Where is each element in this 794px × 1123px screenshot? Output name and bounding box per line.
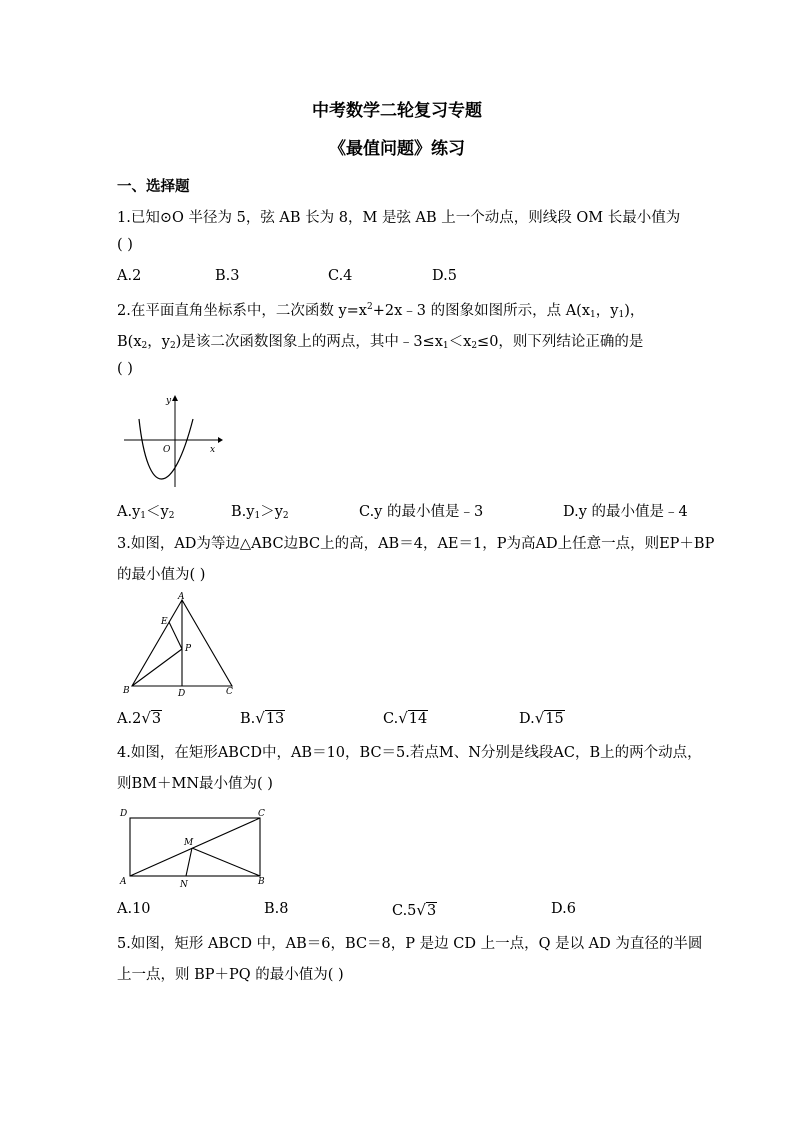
q4-segment-bm [192,848,260,876]
page-subtitle: 《最值问题》练习 [329,139,465,159]
q4-text-line1: 4.如图，在矩形ABCD中，AB＝10，BC＝5.若点M、N分别是线段AC，B上的两个动点， [117,745,702,761]
q1-option-d: D.5 [432,268,457,284]
q2-y-axis-arrow [172,395,178,401]
q4-option-b: B.8 [264,901,289,917]
q4-option-c: C.5√3 [392,901,437,919]
q4-label-c: C [258,809,265,819]
q1-option-c: C.4 [328,268,353,284]
q3-text-line1: 3.如图，AD为等边△ABC边BC上的高，AB＝4，AE＝1，P为高AD上任意一点，则EP＋BP [117,536,715,552]
section-heading: 一、选择题 [117,179,190,195]
q3-label-a: A [178,592,185,602]
q4-diagonal-ac [130,818,260,876]
q4-rectangle-figure [118,804,272,890]
q2-option-d: D.y 的最小值是﹣4 [563,504,688,520]
q3-option-b: B.√13 [240,709,285,727]
q3-label-e: E [161,617,168,627]
q1-text-line2: ( ) [117,237,133,253]
q2-text-line1: 2.在平面直角坐标系中，二次函数 $y=x^2+2x﹣3$ 的图象如图所示，点 $A(x_1$，$y_1$)， [117,302,645,320]
q2-x-label: x [210,445,216,455]
q4-label-b: B [258,877,265,887]
q3-option-a: A.2√3 [117,709,162,727]
q5-text-line2: 上一点，则 BP＋PQ 的最小值为( ) [117,967,344,983]
q1-option-b: B.3 [215,268,240,284]
q3-text-line2: 的最小值为( ) [117,567,206,583]
q4-label-n: N [180,880,188,890]
q2-y-label: y [166,396,172,406]
q4-option-a: A.10 [117,901,151,917]
q4-label-a: A [120,877,127,887]
q3-option-d: D.√15 [519,709,564,727]
q4-text-line2: 则BM＋MN最小值为( ) [117,776,273,792]
page-title: 中考数学二轮复习专题 [312,101,482,121]
q3-label-p: P [185,644,192,654]
q3-label-b: B [123,686,130,696]
q4-segment-mn [186,848,192,876]
q2-text-line2: $B(x_2$，$y_2$)是该二次函数图象上的两点，其中$﹣3\le x_1<x_2\le 0$，则下列结论正确的是 [117,334,644,351]
q3-triangle-figure [118,592,242,698]
q3-segment-bp [132,649,182,686]
q2-parabola-graph [122,393,226,489]
q2-option-b: $B.y_1>y_2$ [231,504,289,521]
q2-option-a: $A.y_1<y_2$ [117,504,175,521]
q5-text-line1: 5.如图，矩形 ABCD 中，AB＝6，BC＝8，P 是边 CD 上一点，Q 是以 AD 为直径的半圆 [117,936,703,952]
q3-label-d: D [178,689,186,699]
q3-label-c: C [226,687,233,697]
q1-option-a: A.2 [117,268,142,284]
q2-x-axis-arrow [218,437,223,443]
q2-option-c: C.y 的最小值是﹣3 [359,504,484,520]
q3-option-c: C.√14 [383,709,428,727]
q3-segment-ep [169,622,182,649]
q1-text-line1: 1.已知⊙O 半径为 5，弦 AB 长为 8，M 是弦 AB 上一个动点，则线段 OM 长最小值为 [117,210,681,226]
q4-label-m: M [184,838,194,848]
q2-text-line3: ( ) [117,361,133,377]
q4-label-d: D [120,809,128,819]
q4-option-d: D.6 [551,901,576,917]
q2-origin-label: O [163,445,171,455]
